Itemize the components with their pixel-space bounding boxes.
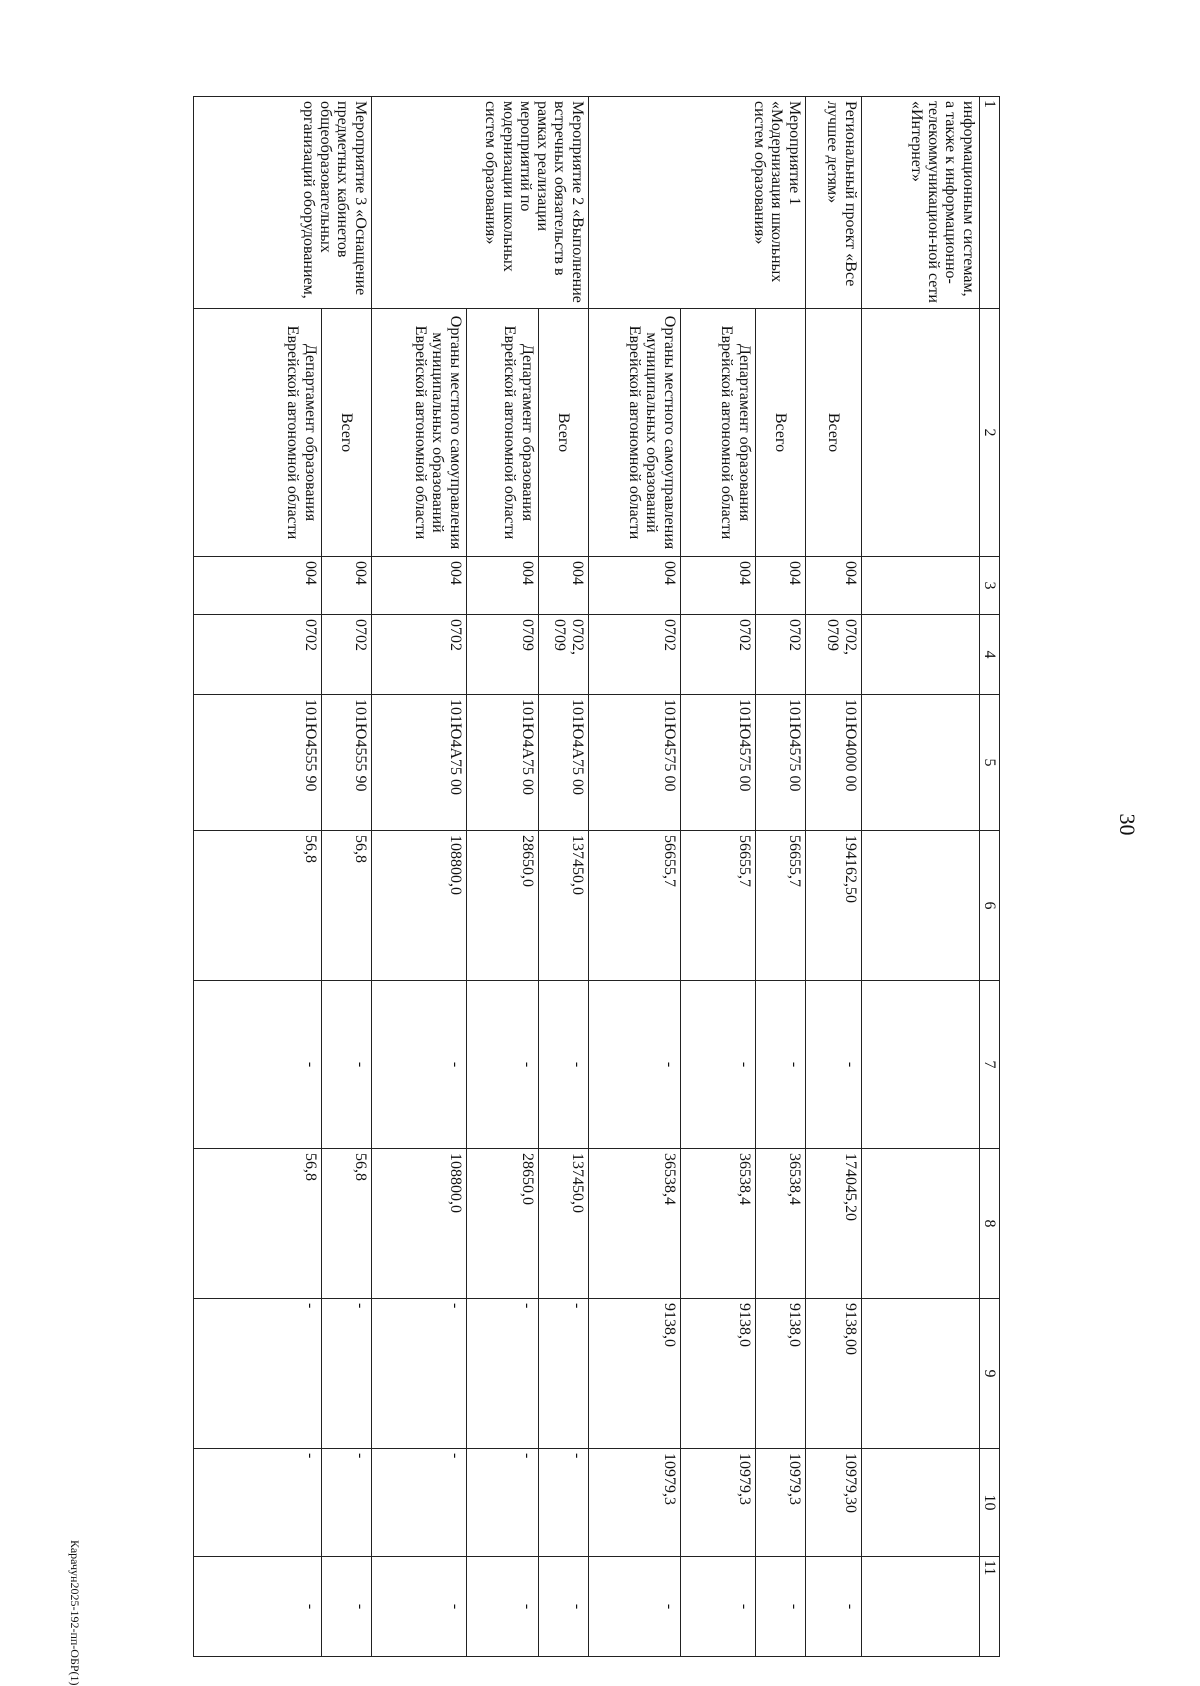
cell: 56,8 <box>321 1149 371 1299</box>
cell: 56655,7 <box>680 831 755 981</box>
org-cell: Департамент образования Еврейской автономной области <box>193 309 321 557</box>
org-cell: Органы местного самоуправления муниципальных образований Еврейской автономной области <box>588 309 680 557</box>
table-row <box>193 97 321 1657</box>
cell: - <box>193 1449 321 1557</box>
cell: 10979,30 <box>805 1449 861 1557</box>
cell: 9138,0 <box>680 1299 755 1449</box>
table-row <box>321 97 371 1657</box>
cell: - <box>371 1557 466 1657</box>
cell: 56,8 <box>193 831 321 981</box>
header-cell: 11 <box>979 1557 999 1657</box>
cell: 004 <box>680 557 755 615</box>
header-cell: 10 <box>979 1449 999 1557</box>
cell: 004 <box>538 557 588 615</box>
measure-3-name: Мероприятие 3 «Оснащение предметных кабинетов общеобразовательных организаций оборудованием, <box>193 97 371 309</box>
cell: 101Ю4575 00 <box>588 695 680 831</box>
table-row <box>538 97 588 1657</box>
cell: 56,8 <box>193 1149 321 1299</box>
cell: 108800,0 <box>371 1149 466 1299</box>
cell: - <box>538 1449 588 1557</box>
cell: 004 <box>466 557 538 615</box>
cell: 101Ю4А75 00 <box>371 695 466 831</box>
header-cell: 5 <box>979 695 999 831</box>
cell: 101Ю4575 00 <box>755 695 805 831</box>
cell: - <box>538 1557 588 1657</box>
cell: - <box>371 1299 466 1449</box>
cell: - <box>466 981 538 1149</box>
cell: 0702 <box>371 615 466 695</box>
org-cell: Всего <box>805 309 861 557</box>
cell: 101Ю4000 00 <box>805 695 861 831</box>
cell: - <box>321 981 371 1149</box>
cell: - <box>538 981 588 1149</box>
cell: 101Ю4555 90 <box>321 695 371 831</box>
cell: - <box>680 1557 755 1657</box>
cell: 0702 <box>755 615 805 695</box>
header-row <box>979 97 999 1657</box>
cell: 36538,4 <box>680 1149 755 1299</box>
cell: - <box>321 1449 371 1557</box>
budget-table <box>193 96 1000 1657</box>
table-row <box>755 97 805 1657</box>
cell: - <box>588 981 680 1149</box>
cell: - <box>371 981 466 1149</box>
cell: 137450,0 <box>538 1149 588 1299</box>
cell: 0702 <box>588 615 680 695</box>
cell: 56655,7 <box>755 831 805 981</box>
org-cell: Органы местного самоуправления муниципальных образований Еврейской автономной области <box>371 309 466 557</box>
cell: - <box>805 981 861 1149</box>
header-cell: 6 <box>979 831 999 981</box>
cell: 0709 <box>466 615 538 695</box>
cell: 004 <box>588 557 680 615</box>
cell: - <box>321 1299 371 1449</box>
cell: - <box>805 1557 861 1657</box>
cell: 004 <box>321 557 371 615</box>
cell: 9138,0 <box>755 1299 805 1449</box>
cell: - <box>588 1557 680 1657</box>
cell: 28650,0 <box>466 831 538 981</box>
cell: 0702 <box>680 615 755 695</box>
cell: 004 <box>805 557 861 615</box>
cell: 10979,3 <box>588 1449 680 1557</box>
cell: - <box>466 1449 538 1557</box>
cell: 101Ю4А75 00 <box>538 695 588 831</box>
cell: 0702 <box>193 615 321 695</box>
cell: - <box>466 1299 538 1449</box>
cell: 9138,00 <box>805 1299 861 1449</box>
org-cell: Всего <box>321 309 371 557</box>
cell: - <box>371 1449 466 1557</box>
header-cell: 7 <box>979 981 999 1149</box>
cell: 194162,50 <box>805 831 861 981</box>
cell: 36538,4 <box>588 1149 680 1299</box>
continued-text-cell: информационным системам, а также к информационно-телекоммуникацион-ной сети «Интернет» <box>861 97 979 309</box>
header-cell: 2 <box>979 309 999 557</box>
cell: 28650,0 <box>466 1149 538 1299</box>
cell: 10979,3 <box>680 1449 755 1557</box>
cell: - <box>680 981 755 1149</box>
header-cell: 9 <box>979 1299 999 1449</box>
cell: - <box>193 981 321 1149</box>
cell: - <box>466 1557 538 1657</box>
table-row <box>680 97 755 1657</box>
measure-1-name: Мероприятие 1 «Модернизация школьных систем образования» <box>588 97 805 309</box>
org-cell: Департамент образования Еврейской автономной области <box>680 309 755 557</box>
cell: 0702 <box>321 615 371 695</box>
header-cell: 1 <box>979 97 999 309</box>
header-cell: 4 <box>979 615 999 695</box>
cell: 0702, 0709 <box>538 615 588 695</box>
cell: 56655,7 <box>588 831 680 981</box>
cell: 9138,0 <box>588 1299 680 1449</box>
cell: 004 <box>193 557 321 615</box>
cell: 0702, 0709 <box>805 615 861 695</box>
cell: - <box>193 1557 321 1657</box>
cell: - <box>538 1299 588 1449</box>
cell: 101Ю4А75 00 <box>466 695 538 831</box>
cell: 56,8 <box>321 831 371 981</box>
regional-project-name: Региональный проект «Все лучшее детям» <box>805 97 861 309</box>
header-cell: 8 <box>979 1149 999 1299</box>
org-cell: Всего <box>538 309 588 557</box>
cell: - <box>755 981 805 1149</box>
table-row <box>466 97 538 1657</box>
cell: 36538,4 <box>755 1149 805 1299</box>
measure-2-name: Мероприятие 2 «Выполнение встречных обязательств в рамках реализации мероприятий по модернизации школьных систем образования» <box>371 97 588 309</box>
cell: 101Ю4555 90 <box>193 695 321 831</box>
table-row <box>371 97 466 1657</box>
cell: 174045,20 <box>805 1149 861 1299</box>
cell: 137450,0 <box>538 831 588 981</box>
footer-doc-id: Карачун2025-192-пп-ОБР(1) <box>68 1540 82 1686</box>
org-cell: Департамент образования Еврейской автономной области <box>466 309 538 557</box>
cell: - <box>755 1557 805 1657</box>
cell: 004 <box>371 557 466 615</box>
cell: 108800,0 <box>371 831 466 981</box>
table-row <box>805 97 861 1657</box>
cell: 101Ю4575 00 <box>680 695 755 831</box>
cell: 004 <box>755 557 805 615</box>
header-cell: 3 <box>979 557 999 615</box>
cell: - <box>193 1299 321 1449</box>
table-row <box>588 97 680 1657</box>
cell: 10979,3 <box>755 1449 805 1557</box>
cell: - <box>321 1557 371 1657</box>
table-row <box>861 97 979 1657</box>
page-number: 30 <box>1115 813 1140 836</box>
org-cell: Всего <box>755 309 805 557</box>
